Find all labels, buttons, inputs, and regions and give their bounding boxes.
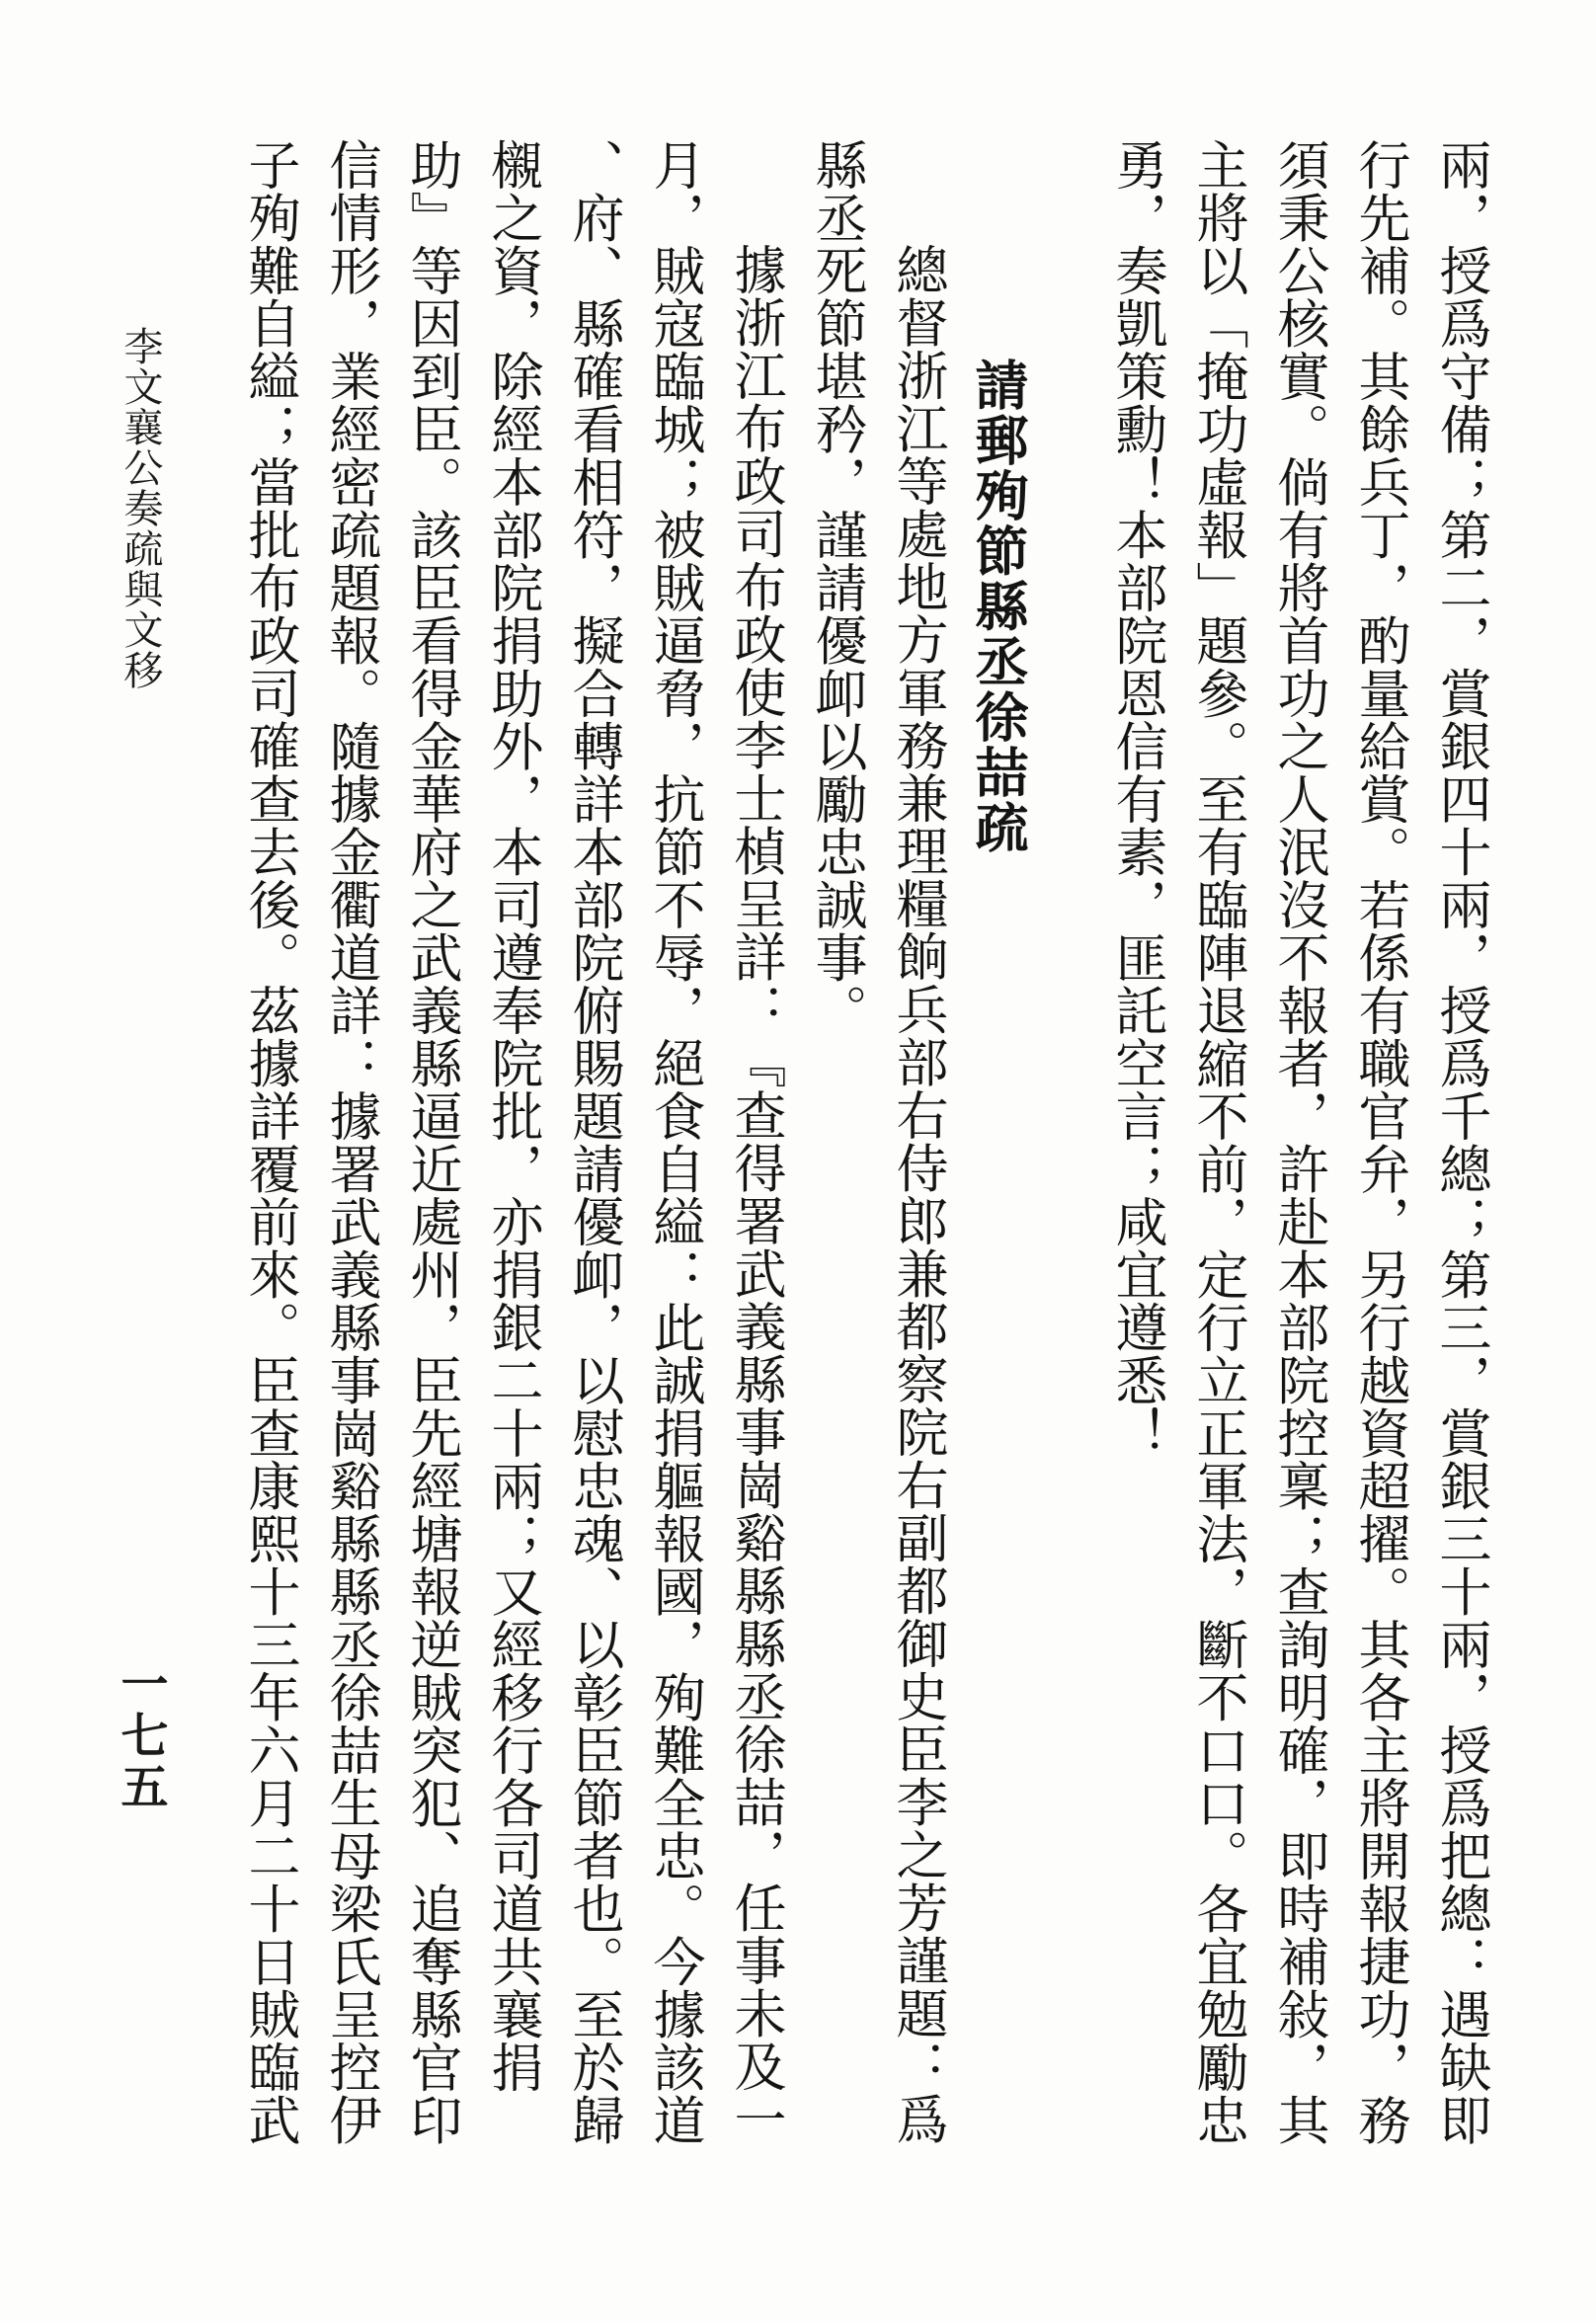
text-column: 子殉難自縊；當批布政司確查去後。茲據詳覆前來。臣查康熙十三年六月二十日賊臨武 (240, 138, 300, 2146)
text-column: 櫬之資，除經本部院捐助外，本司遵奉院批，亦捐銀二十兩；又經移行各司道共襄捐 (483, 138, 543, 2094)
text-column: 助』等因到臣。該臣看得金華府之武義縣逼近處州，臣先經塘報逆賊突犯、追奪縣官印 (402, 138, 462, 2146)
page-number: 一七五 (113, 1659, 168, 1813)
running-title: 李文襄公奏疏與文移 (118, 326, 163, 690)
text-column: 行先補。其餘兵丁，酌量給賞。若係有職官弁，另行越資超擢。其各主將開報捷功，務 (1350, 138, 1410, 2146)
text-column: 信情形，業經密疏題報。隨據金衢道詳：據署武義縣事崗谿縣縣丞徐喆生母梁氏呈控伊 (321, 138, 381, 2146)
text-column: 總督浙江等處地方軍務兼理糧餉兵部右侍郎兼都察院右副都御史臣李之芳謹題：爲 (888, 243, 948, 2145)
text-column: 主將以「掩功虛報」題參。至有臨陣退縮不前，定行立正軍法，斷不口口。各宜勉勵忠 (1188, 138, 1248, 2146)
text-column: 、府、縣確看相符，擬合轉詳本部院俯賜題請優卹，以慰忠魂、以彰臣節者也。至於歸 (564, 138, 624, 2146)
text-column: 兩，授爲守備；第二，賞銀四十兩，授爲千總；第三，賞銀三十兩，授爲把總：遇缺即 (1431, 138, 1491, 2146)
text-column: 縣丞死節堪矜，謹請優卹以勵忠誠事。 (807, 138, 867, 1037)
text-column: 月，賊寇臨城；被賊逼脅，抗節不辱，絕食自縊：此誠捐軀報國，殉難全忠。今據該道 (645, 138, 705, 2146)
memorial-heading: 請郵殉節縣丞徐喆疏 (967, 358, 1030, 855)
text-column: 須秉公核實。倘有將首功之人泯沒不報者，許赴本部院控稟；查詢明確，即時補敍，其 (1269, 138, 1329, 2146)
blank-column (1039, 138, 1096, 2173)
text-column: 據浙江布政司布政使李士楨呈詳：『查得署武義縣事崗谿縣縣丞徐喆，任事未及一 (726, 243, 786, 2145)
text-column: 勇，奏凱策勳！本部院恩信有素，匪託空言；咸宜遵悉！ (1107, 138, 1167, 1460)
text-block (229, 138, 1501, 2202)
